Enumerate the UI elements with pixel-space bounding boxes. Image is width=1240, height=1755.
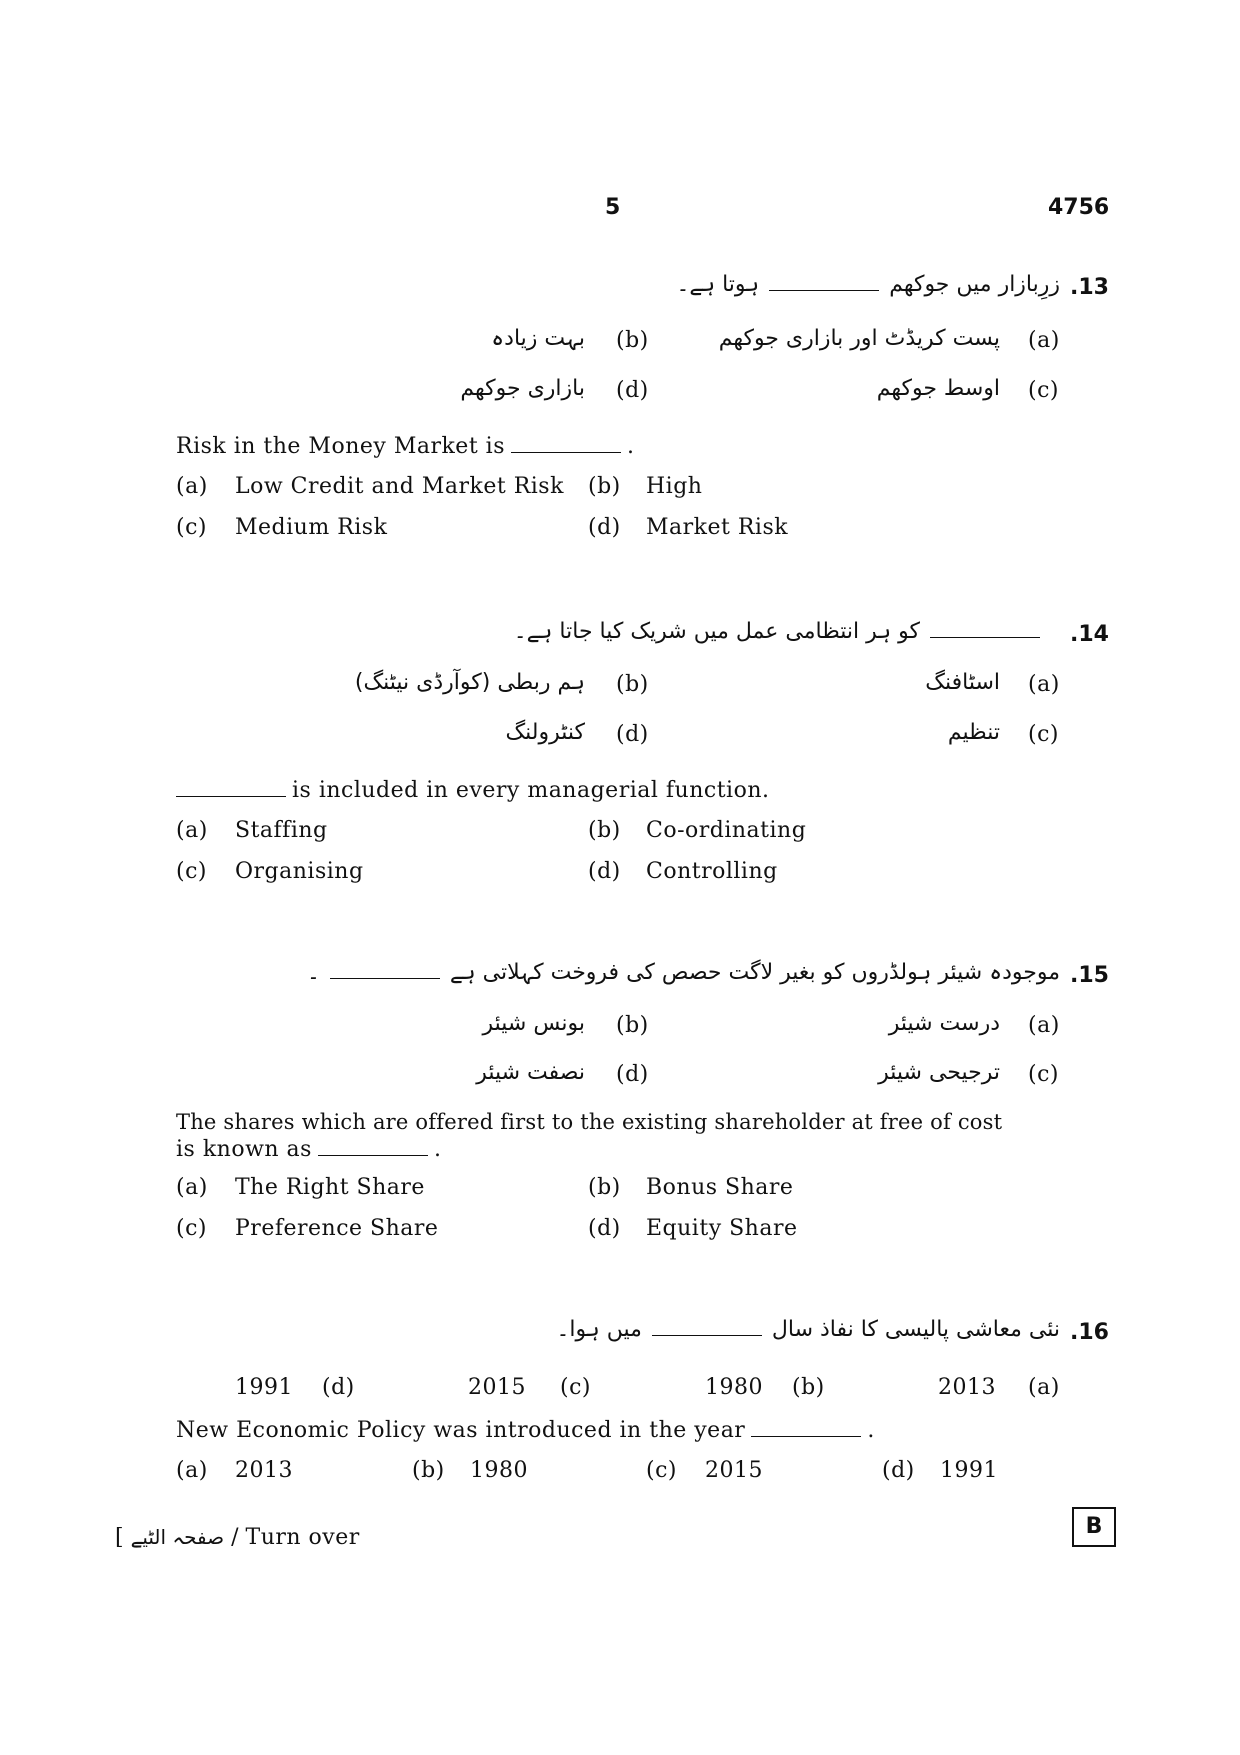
question-stem-line-2: is known as . xyxy=(176,1137,442,1162)
option-text: Organising xyxy=(235,859,364,884)
urdu-option-label: (c) xyxy=(1028,378,1059,403)
urdu-row-label: (a) xyxy=(1028,1375,1060,1400)
option-text: 1980 xyxy=(470,1458,528,1483)
option-label: (d) xyxy=(588,1216,621,1241)
option-label: (d) xyxy=(588,859,621,884)
urdu-row-label: (c) xyxy=(560,1375,591,1400)
question-stem: is included in every managerial function. xyxy=(176,778,769,803)
urdu-option: تنظیم xyxy=(947,720,1000,745)
urdu-row-value: 1980 xyxy=(705,1375,763,1400)
option-text: Medium Risk xyxy=(235,515,388,540)
urdu-option: ہم ربطی (کوآرڈی نیٹنگ) xyxy=(354,670,585,695)
urdu-option-label: (d) xyxy=(616,722,649,747)
urdu-option: نصفت شیئر xyxy=(476,1060,585,1085)
option-label: (a) xyxy=(176,474,208,499)
option-label: (d) xyxy=(588,515,621,540)
urdu-row-value: 2015 xyxy=(468,1375,526,1400)
urdu-option-label: (b) xyxy=(616,1013,649,1038)
urdu-option-label: (c) xyxy=(1028,722,1059,747)
option-text: Co-ordinating xyxy=(646,818,807,843)
urdu-stem: کو ہر انتظامی عمل میں شریک کیا جاتا ہے۔ xyxy=(514,619,1050,644)
option-text: Preference Share xyxy=(235,1216,439,1241)
urdu-option: اوسط جوکھم xyxy=(876,376,1000,401)
option-label: (c) xyxy=(176,1216,207,1241)
urdu-option-label: (d) xyxy=(616,1062,649,1087)
page-number: 5 xyxy=(605,195,621,220)
urdu-option-label: (d) xyxy=(616,378,649,403)
urdu-row-label: (b) xyxy=(792,1375,825,1400)
urdu-option: کنٹرولنگ xyxy=(505,720,585,745)
option-text: Equity Share xyxy=(646,1216,798,1241)
urdu-option-label: (b) xyxy=(616,328,649,353)
urdu-option-label: (b) xyxy=(616,672,649,697)
option-label: (b) xyxy=(588,474,621,499)
option-label: (b) xyxy=(412,1458,445,1483)
option-text: 2013 xyxy=(235,1458,293,1483)
urdu-stem: نئی معاشی پالیسی کا نفاذ سالمیں ہوا۔ xyxy=(556,1317,1060,1342)
question-stem-line-1: The shares which are offered first to the existing shareholder at free of cost xyxy=(176,1110,1003,1134)
urdu-option-label: (c) xyxy=(1028,1062,1059,1087)
option-label: (b) xyxy=(588,818,621,843)
urdu-stem: زرِبازار میں جوکھمہوتا ہے۔ xyxy=(676,272,1060,297)
question-number: .13 xyxy=(1070,275,1109,300)
urdu-option: ترجیحی شیئر xyxy=(878,1060,1000,1085)
urdu-option: درست شیئر xyxy=(888,1011,1000,1036)
urdu-row-value: 2013 xyxy=(938,1375,996,1400)
urdu-option: پست کریڈٹ اور بازاری جوکھم xyxy=(718,326,1000,351)
option-label: (a) xyxy=(176,1458,208,1483)
set-code-box: B xyxy=(1072,1507,1116,1547)
urdu-stem: موجودہ شیئر ہولڈروں کو بغیر لاگت حصص کی فروخت کہلاتی ہے۔ xyxy=(306,960,1060,985)
option-text: The Right Share xyxy=(235,1175,425,1200)
option-text: 2015 xyxy=(705,1458,763,1483)
option-label: (c) xyxy=(176,515,207,540)
urdu-option-label: (a) xyxy=(1028,672,1060,697)
option-text: 1991 xyxy=(940,1458,998,1483)
turn-over-note: [ صفحہ الٹیے / Turn over xyxy=(115,1525,360,1550)
urdu-option: اسٹافنگ xyxy=(925,670,1000,695)
option-label: (a) xyxy=(176,818,208,843)
option-label: (d) xyxy=(882,1458,915,1483)
option-label: (b) xyxy=(588,1175,621,1200)
urdu-option: بہت زیادہ xyxy=(491,326,585,351)
question-stem: Risk in the Money Market is . xyxy=(176,434,635,459)
paper-code: 4756 xyxy=(1048,195,1110,220)
urdu-option: بازاری جوکھم xyxy=(460,376,585,401)
option-text: Controlling xyxy=(646,859,778,884)
option-text: Low Credit and Market Risk xyxy=(235,474,564,499)
question-stem: New Economic Policy was introduced in the year . xyxy=(176,1418,875,1443)
option-text: Staffing xyxy=(235,818,328,843)
option-text: High xyxy=(646,474,703,499)
option-text: Market Risk xyxy=(646,515,789,540)
urdu-option-label: (a) xyxy=(1028,1013,1060,1038)
option-text: Bonus Share xyxy=(646,1175,794,1200)
option-label: (c) xyxy=(646,1458,677,1483)
urdu-row-value: 1991 xyxy=(235,1375,293,1400)
option-label: (c) xyxy=(176,859,207,884)
urdu-option: بونس شیئر xyxy=(482,1011,585,1036)
urdu-row-label: (d) xyxy=(322,1375,355,1400)
question-number: .16 xyxy=(1070,1320,1109,1345)
urdu-option-label: (a) xyxy=(1028,328,1060,353)
question-number: .15 xyxy=(1070,963,1109,988)
question-number: .14 xyxy=(1070,622,1109,647)
option-label: (a) xyxy=(176,1175,208,1200)
